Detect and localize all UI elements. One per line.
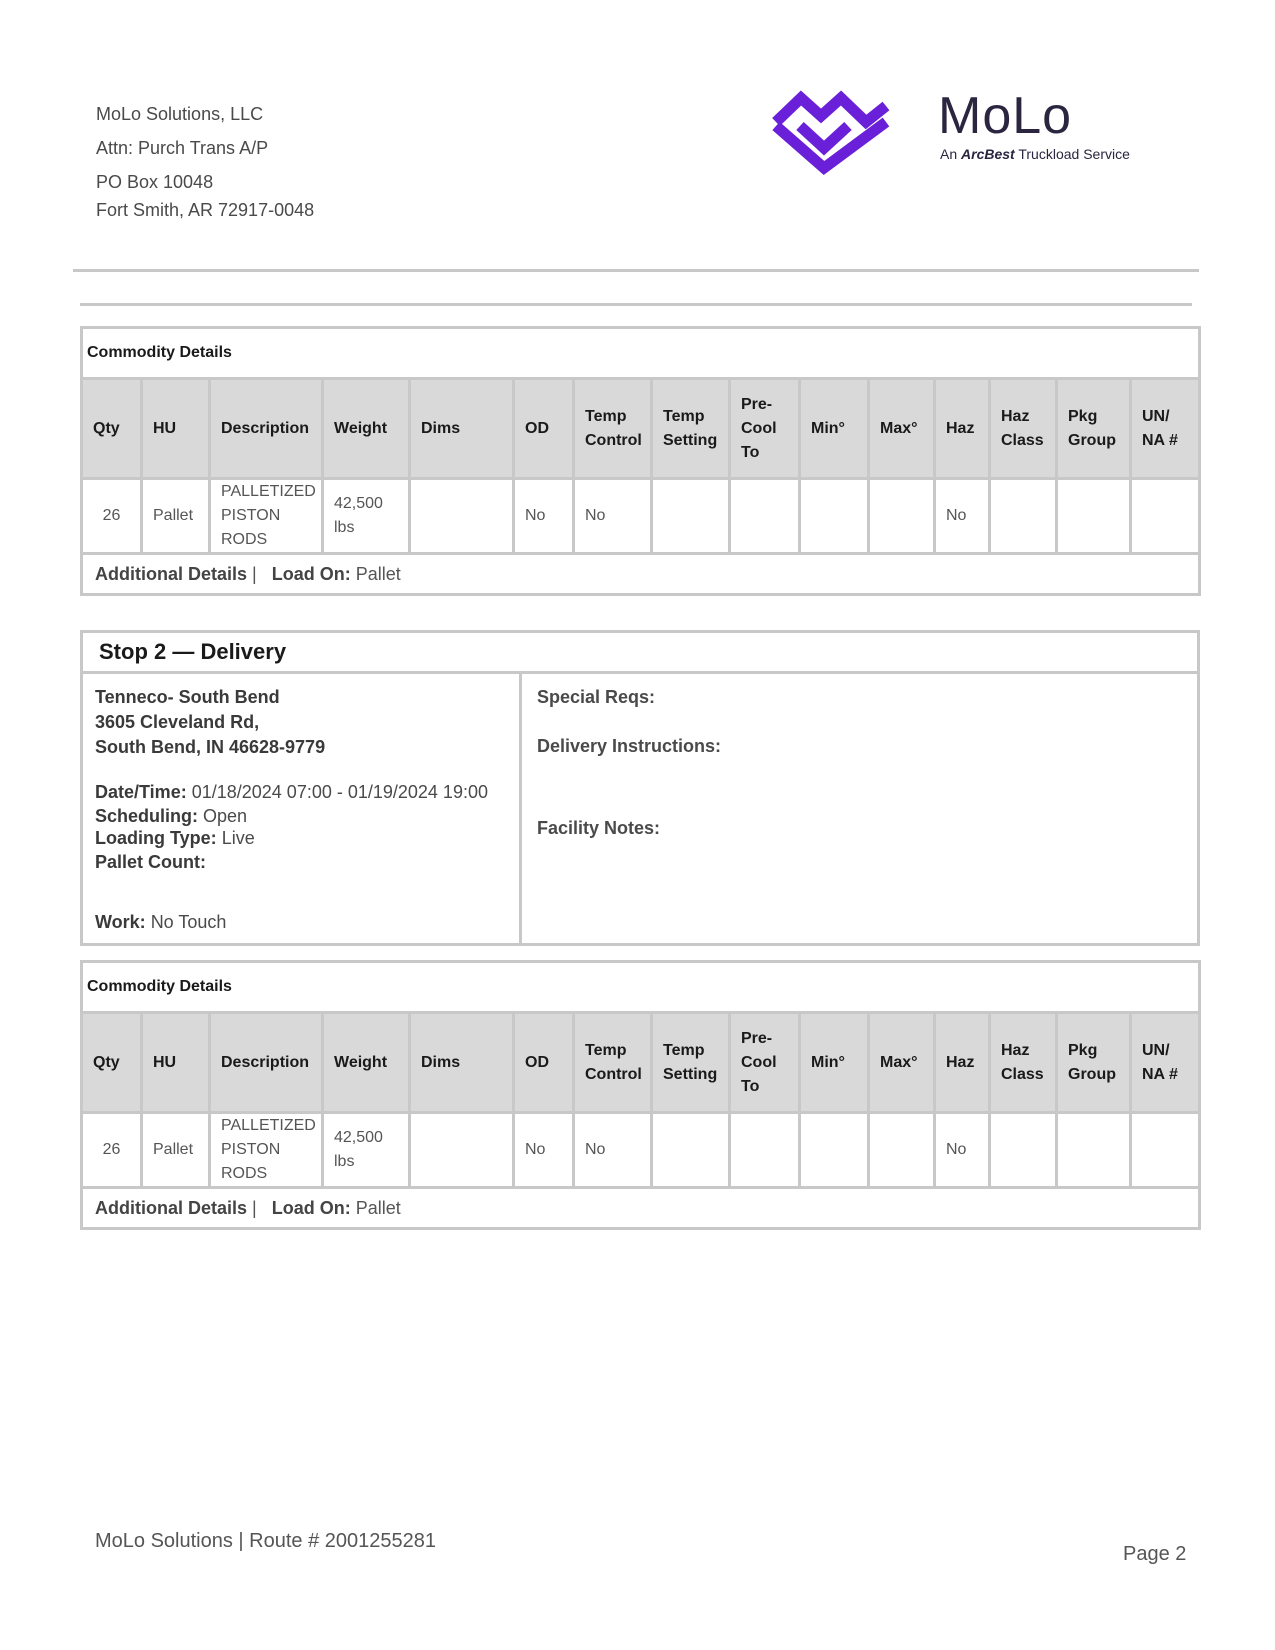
address-line-3: PO Box 10048	[96, 172, 214, 192]
col-min: Min°	[800, 379, 869, 479]
facility-city: South Bend, IN 46628-9779	[95, 737, 326, 757]
col-temp-control: Temp Control	[574, 379, 652, 479]
col-haz: Haz	[935, 1013, 990, 1113]
stop-details	[95, 685, 525, 934]
cell-dims	[410, 479, 514, 554]
col-qty: Qty	[82, 379, 142, 479]
col-un-na: UN/ NA #	[1131, 1013, 1200, 1113]
col-pkg-group: Pkg Group	[1057, 1013, 1131, 1113]
cell-max	[869, 479, 935, 554]
pallet-count: Pallet Count:	[95, 852, 206, 872]
work: Work: No Touch	[95, 912, 227, 932]
cell-haz: No	[935, 1113, 990, 1188]
col-hu: HU	[142, 1013, 210, 1113]
cell-description: PALLETIZED PISTON RODS	[210, 479, 323, 554]
col-qty: Qty	[82, 1013, 142, 1113]
cell-qty: 26	[82, 1113, 142, 1188]
commodity-table-1	[80, 326, 1201, 596]
commodity-title: Commodity Details	[82, 328, 1200, 379]
cell-hu: Pallet	[142, 1113, 210, 1188]
commodity-header-row	[82, 1013, 1200, 1113]
cell-temp-control: No	[574, 1113, 652, 1188]
logo-wordmark: MoLo	[938, 87, 1073, 145]
cell-pkg-group	[1057, 1113, 1131, 1188]
col-temp-setting: Temp Setting	[652, 1013, 730, 1113]
facility-name: Tenneco- South Bend	[95, 687, 280, 707]
col-haz-class: Haz Class	[990, 1013, 1057, 1113]
cell-temp-control: No	[574, 479, 652, 554]
footer-route: MoLo Solutions | Route # 2001255281	[95, 1530, 437, 1552]
col-od: OD	[514, 379, 574, 479]
col-haz: Haz	[935, 379, 990, 479]
stop-title: Stop 2 — Delivery	[99, 639, 287, 664]
page-number: Page 2	[1123, 1543, 1187, 1565]
section-divider	[80, 303, 1192, 306]
cell-haz-class	[990, 1113, 1057, 1188]
col-max: Max°	[869, 1013, 935, 1113]
col-weight: Weight	[323, 379, 410, 479]
cell-temp-setting	[652, 1113, 730, 1188]
stop-divider	[83, 671, 1197, 674]
col-hu: HU	[142, 379, 210, 479]
cell-pkg-group	[1057, 479, 1131, 554]
loading-type: Loading Type: Live	[95, 828, 255, 848]
commodity-header-row	[82, 379, 1200, 479]
cell-od: No	[514, 1113, 574, 1188]
col-haz-class: Haz Class	[990, 379, 1057, 479]
cell-un-na	[1131, 479, 1200, 554]
datetime: Date/Time: 01/18/2024 07:00 - 01/19/2024 19:00	[95, 782, 488, 802]
logo-tagline: An ArcBest Truckload Service	[940, 146, 1130, 162]
col-description: Description	[210, 1013, 323, 1113]
header-divider	[73, 269, 1199, 272]
commodity-table-2	[80, 960, 1201, 1230]
cell-un-na	[1131, 1113, 1200, 1188]
stop-delivery-panel	[80, 630, 1200, 946]
cell-qty: 26	[82, 479, 142, 554]
facility-notes-label: Facility Notes:	[537, 818, 661, 838]
cell-description: PALLETIZED PISTON RODS	[210, 1113, 323, 1188]
col-min: Min°	[800, 1013, 869, 1113]
address-line-1: MoLo Solutions, LLC	[96, 104, 264, 124]
cell-haz: No	[935, 479, 990, 554]
cell-temp-setting	[652, 479, 730, 554]
col-weight: Weight	[323, 1013, 410, 1113]
col-od: OD	[514, 1013, 574, 1113]
company-address	[96, 104, 314, 220]
delivery-instructions-label: Delivery Instructions:	[537, 736, 722, 756]
cell-od: No	[514, 479, 574, 554]
molo-logo	[780, 86, 1150, 176]
cell-precool	[730, 479, 800, 554]
col-dims: Dims	[410, 1013, 514, 1113]
additional-details: Additional Details | Load On: Pallet	[82, 554, 1200, 595]
col-temp-control: Temp Control	[574, 1013, 652, 1113]
address-line-4: Fort Smith, AR 72917-0048	[96, 200, 315, 220]
stop-notes	[537, 685, 1177, 840]
cell-weight: 42,500 lbs	[323, 479, 410, 554]
col-precool: Pre-Cool To	[730, 379, 800, 479]
col-pkg-group: Pkg Group	[1057, 379, 1131, 479]
cell-weight: 42,500 lbs	[323, 1113, 410, 1188]
commodity-title: Commodity Details	[82, 962, 1200, 1013]
address-line-2: Attn: Purch Trans A/P	[96, 138, 269, 158]
col-description: Description	[210, 379, 323, 479]
cell-max	[869, 1113, 935, 1188]
cell-hu: Pallet	[142, 479, 210, 554]
scheduling: Scheduling: Open	[95, 806, 248, 826]
additional-details: Additional Details | Load On: Pallet	[82, 1188, 1200, 1229]
special-reqs-label: Special Reqs:	[537, 687, 656, 707]
table-row	[82, 1113, 1200, 1188]
table-row	[82, 479, 1200, 554]
facility-street: 3605 Cleveland Rd,	[95, 712, 260, 732]
molo-mark-icon	[766, 86, 900, 176]
col-dims: Dims	[410, 379, 514, 479]
col-precool: Pre-Cool To	[730, 1013, 800, 1113]
col-max: Max°	[869, 379, 935, 479]
cell-min	[800, 1113, 869, 1188]
cell-haz-class	[990, 479, 1057, 554]
cell-precool	[730, 1113, 800, 1188]
col-un-na: UN/ NA #	[1131, 379, 1200, 479]
cell-min	[800, 479, 869, 554]
col-temp-setting: Temp Setting	[652, 379, 730, 479]
cell-dims	[410, 1113, 514, 1188]
